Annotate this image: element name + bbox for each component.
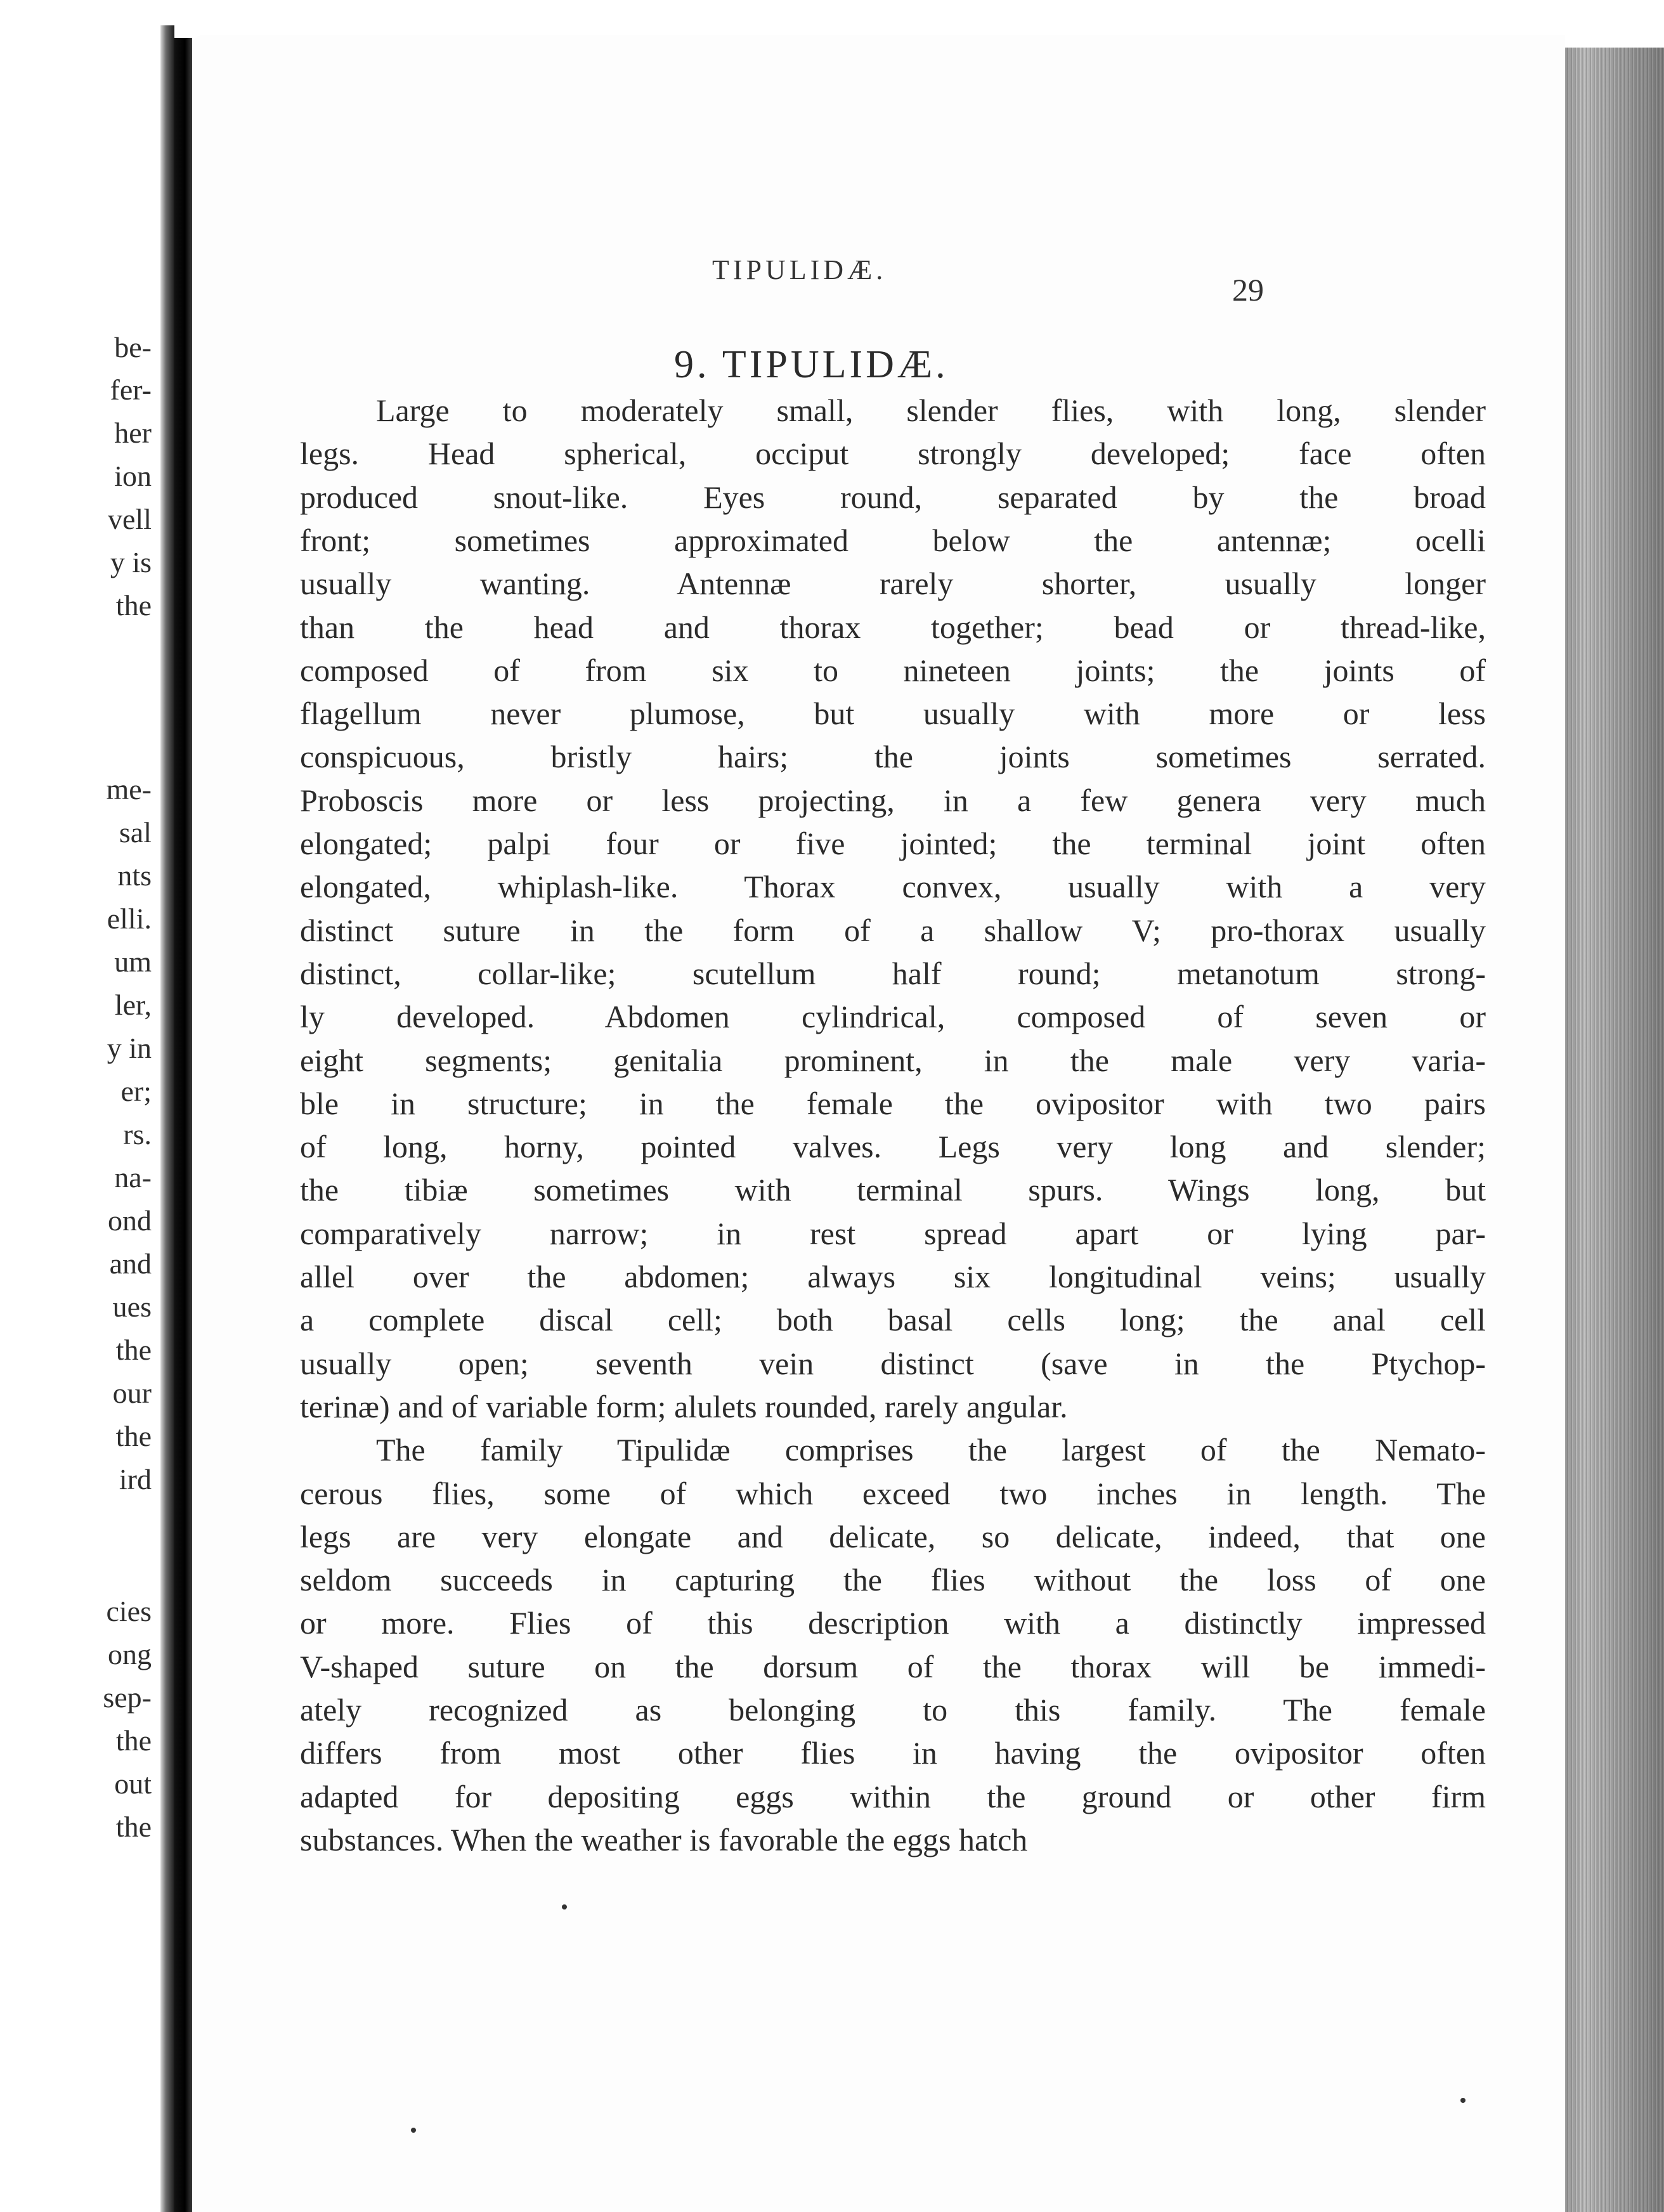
- body-line: composed of from six to nineteen joints; the joints of: [300, 652, 1486, 688]
- left-page-fragment-line: her: [114, 417, 152, 449]
- left-page-fragment-line: ond: [108, 1204, 152, 1237]
- left-page-fragment-line: the: [115, 589, 152, 621]
- left-page-fragment-line: ong: [108, 1638, 152, 1670]
- body-line: comparatively narrow; in rest spread apart or lying par-: [300, 1215, 1486, 1251]
- body-line: ly developed. Abdomen cylindrical, composed of seven or: [300, 999, 1486, 1035]
- body-line: conspicuous, bristly hairs; the joints sometimes serrated.: [300, 739, 1486, 775]
- left-page-fragment-line: na-: [114, 1161, 152, 1194]
- body-line: allel over the abdomen; always six longitudinal veins; usually: [300, 1259, 1486, 1294]
- body-line: elongated; palpi four or five jointed; the terminal joint often: [300, 826, 1486, 861]
- left-page-fragment-line: um: [114, 946, 152, 978]
- body-line: The family Tipulidæ comprises the largest of the Nemato-: [376, 1432, 1486, 1468]
- body-line: or more. Flies of this description with a distinctly impressed: [300, 1605, 1486, 1641]
- left-page-fragment-line: y in: [107, 1032, 152, 1064]
- body-line: front; sometimes approximated below the antennæ; ocelli: [300, 522, 1486, 558]
- body-line: eight segments; genitalia prominent, in the male very varia-: [300, 1042, 1486, 1078]
- page-number: 29: [1232, 272, 1264, 308]
- body-line: ble in structure; in the female the ovipositor with two pairs: [300, 1085, 1486, 1121]
- left-page-fragment-line: rs.: [123, 1118, 152, 1150]
- body-line: Proboscis more or less projecting, in a few genera very much: [300, 782, 1486, 818]
- body-line: elongated, whiplash-like. Thorax convex, usually with a very: [300, 869, 1486, 905]
- body-line: differs from most other flies in having the ovipositor often: [300, 1735, 1486, 1771]
- body-line: substances. When the weather is favorable the eggs hatch: [300, 1821, 1028, 1857]
- body-line: V-shaped suture on the dorsum of the thorax will be immedi-: [300, 1648, 1486, 1684]
- body-line: distinct suture in the form of a shallow V; pro-thorax usually: [300, 912, 1486, 948]
- left-page-fragment-line: our: [112, 1377, 152, 1409]
- left-page-fragment-line: ird: [119, 1463, 152, 1495]
- left-page-fragment-line: the: [115, 1811, 152, 1843]
- left-page-fragment-line: sep-: [103, 1681, 152, 1714]
- body-line: flagellum never plumose, but usually with more or less: [300, 696, 1486, 732]
- body-line: ately recognized as belonging to this family. The female: [300, 1692, 1486, 1727]
- stray-mark: [1460, 2098, 1466, 2103]
- left-page-fragment-line: nts: [117, 859, 152, 892]
- left-page-fragment-line: me-: [106, 773, 152, 805]
- left-page-fragment-line: and: [109, 1247, 152, 1280]
- body-line: produced snout-like. Eyes round, separated by the broad: [300, 479, 1486, 515]
- body-line: than the head and thorax together; bead or thread-like,: [300, 609, 1486, 645]
- section-title: 9. TIPULIDÆ.: [674, 343, 949, 386]
- body-line: terinæ) and of variable form; alulets rounded, rarely angular.: [300, 1388, 1068, 1424]
- left-page-fragment-line: y is: [110, 546, 152, 578]
- left-page-fragment-line: ion: [114, 460, 152, 492]
- book-gutter: [174, 38, 192, 2212]
- stray-mark: [411, 2128, 416, 2133]
- left-page-fragment-line: the: [115, 1724, 152, 1757]
- left-page-fragment-line: er;: [120, 1075, 152, 1107]
- body-line: usually open; seventh vein distinct (save in the Ptychop-: [300, 1345, 1486, 1381]
- body-line: seldom succeeds in capturing the flies without the loss of one: [300, 1562, 1486, 1598]
- body-line: Large to moderately small, slender flies, with long, slender: [376, 393, 1486, 428]
- body-line: legs are very elongate and delicate, so delicate, indeed, that one: [300, 1518, 1486, 1554]
- body-line: a complete discal cell; both basal cells long; the anal cell: [300, 1302, 1486, 1338]
- body-line: the tibiæ sometimes with terminal spurs. Wings long, but: [300, 1172, 1486, 1208]
- stray-mark: [562, 1904, 567, 1909]
- right-page: [192, 35, 1565, 2212]
- left-page-fragment-line: fer-: [110, 374, 152, 406]
- body-line: cerous flies, some of which exceed two inches in length. The: [300, 1475, 1486, 1511]
- left-page-fragment: [0, 0, 174, 2212]
- left-page-fragment-line: out: [114, 1767, 152, 1800]
- left-page-fragment-line: ues: [112, 1291, 152, 1323]
- left-page-fragment-line: ler,: [114, 989, 152, 1021]
- left-page-fragment-line: the: [115, 1420, 152, 1452]
- body-line: usually wanting. Antennæ rarely shorter, usually longer: [300, 566, 1486, 602]
- body-line: of long, horny, pointed valves. Legs very long and slender;: [300, 1129, 1486, 1165]
- left-page-fragment-line: vell: [108, 503, 152, 535]
- left-page-fragment-line: the: [115, 1334, 152, 1366]
- running-head: TIPULIDÆ.: [712, 254, 887, 285]
- body-line: adapted for depositing eggs within the ground or other firm: [300, 1778, 1486, 1814]
- left-page-fragment-line: sal: [119, 816, 152, 849]
- body-line: distinct, collar-like; scutellum half round; metanotum strong-: [300, 955, 1486, 991]
- left-page-fragment-line: be-: [114, 331, 152, 363]
- left-page-fragment-line: elli.: [107, 902, 152, 935]
- left-page-fragment-line: cies: [106, 1595, 152, 1627]
- left-page-edge: [160, 25, 174, 2212]
- body-line: legs. Head spherical, occiput strongly developed; face often: [300, 436, 1486, 472]
